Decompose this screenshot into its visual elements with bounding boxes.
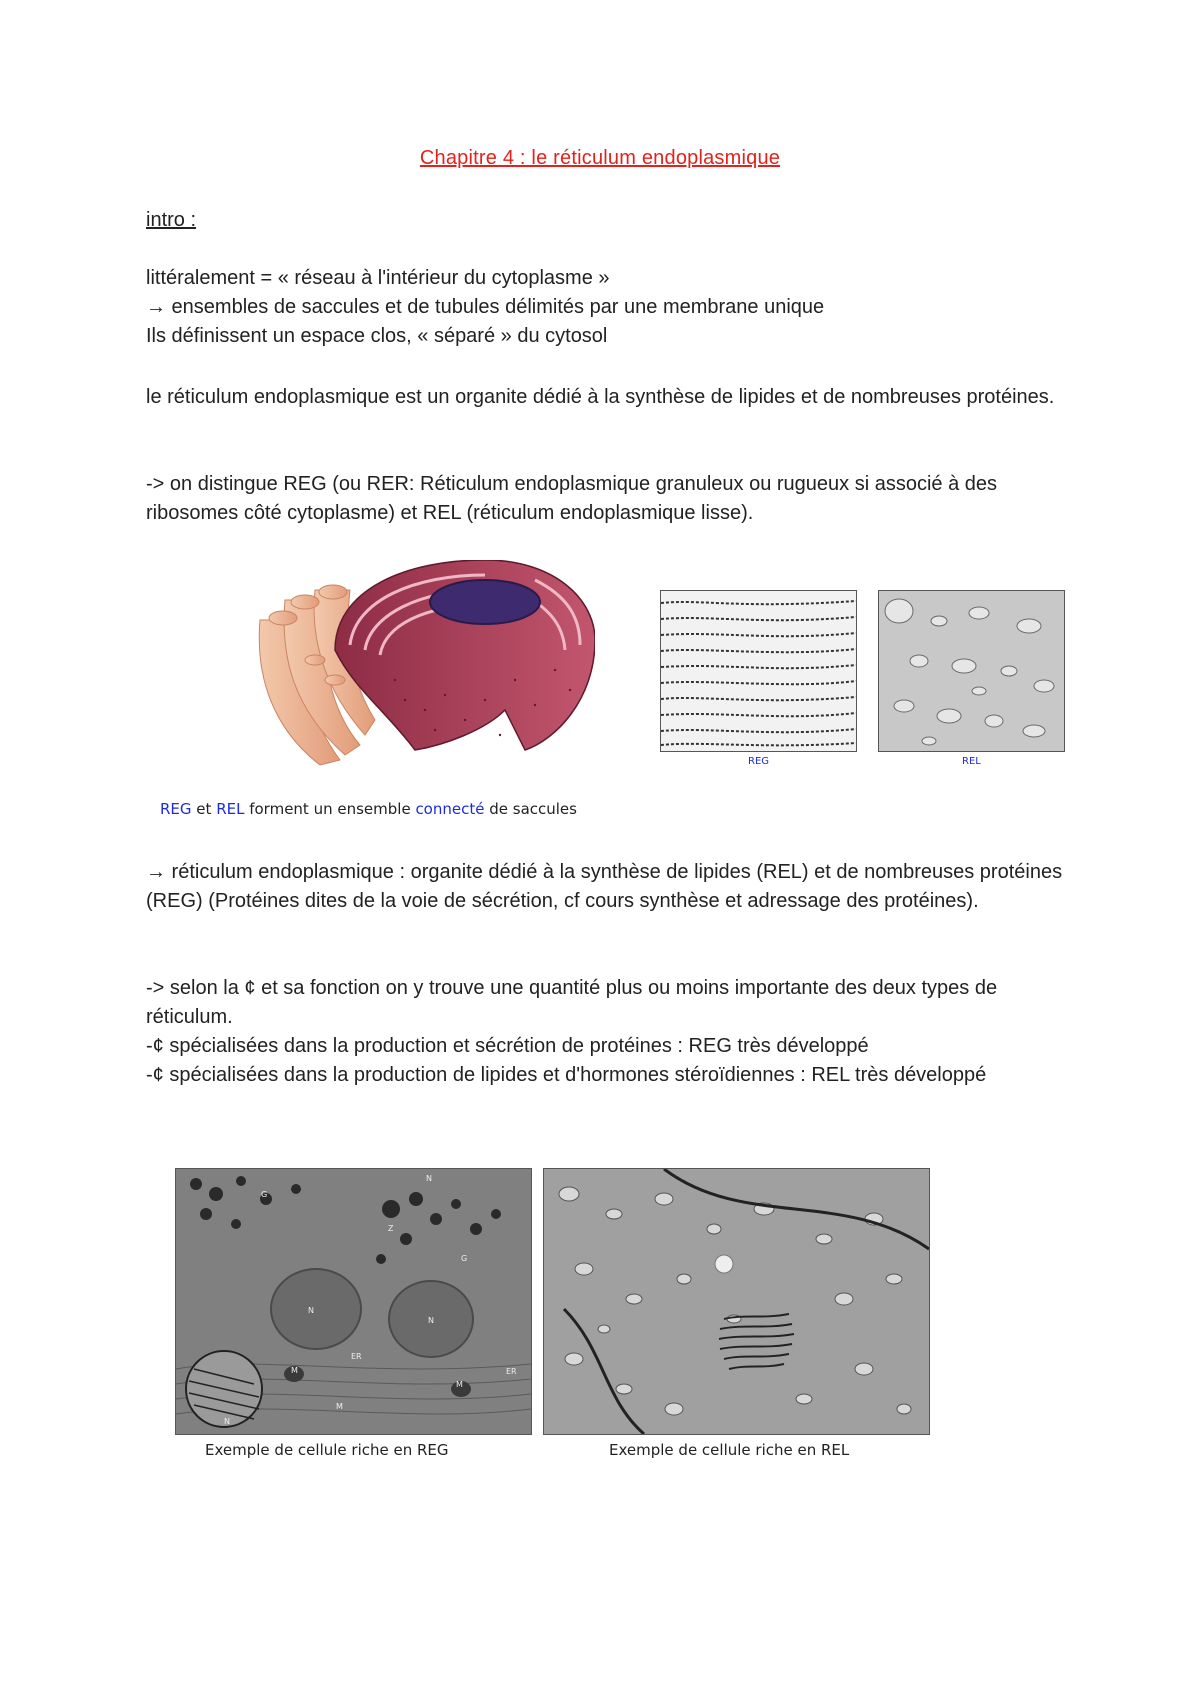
cell-types-paragraph	[146, 974, 1076, 1090]
label-g-1: G	[261, 1190, 268, 1199]
caption-middle: forment un ensemble	[244, 800, 416, 818]
label-n-right: N	[428, 1316, 434, 1325]
label-m-1: M	[291, 1366, 298, 1375]
definition-line-2: → ensembles de saccules et de tubules délimités par une membrane unique	[146, 296, 825, 318]
reg-rich-cell-micrograph	[175, 1168, 532, 1435]
reg-micrograph-label: REG	[748, 756, 770, 767]
definition-line-3: Ils définissent un espace clos, « séparé » du cytosol	[146, 325, 608, 347]
label-m-3: M	[336, 1402, 343, 1411]
label-g-2: G	[461, 1254, 468, 1263]
cell-types-line-1: -> selon la ¢ et sa fonction on y trouve une quantité plus ou moins importante des deux types de réticulum.	[146, 977, 998, 1028]
label-n-top: N	[426, 1174, 432, 1183]
label-n-left: N	[308, 1306, 314, 1315]
cell-types-line-3: -¢ spécialisées dans la production de lipides et d'hormones stéroïdiennes : REL très développé	[146, 1064, 987, 1086]
organite-paragraph: le réticulum endoplasmique est un organite dédié à la synthèse de lipides et de nombreuses protéines.	[146, 386, 1055, 408]
rel-micrograph-label: REL	[962, 756, 981, 767]
reg-micrograph	[660, 590, 857, 752]
label-n-inset: N	[224, 1417, 230, 1426]
caption-connecte: connecté	[415, 800, 485, 818]
chapter-title: Chapitre 4 : le réticulum endoplasmique	[419, 147, 781, 169]
cell-types-line-2: -¢ spécialisées dans la production et sécrétion de protéines : REG très développé	[146, 1035, 869, 1057]
rel-rich-caption: Exemple de cellule riche en REL	[609, 1441, 850, 1459]
er-3d-illustration	[255, 560, 595, 770]
label-m-2: M	[456, 1380, 463, 1389]
reg-rich-caption: Exemple de cellule riche en REG	[205, 1441, 449, 1459]
rel-rich-cell-micrograph	[543, 1168, 930, 1435]
label-er-2: ER	[506, 1367, 517, 1376]
label-er-1: ER	[351, 1352, 362, 1361]
caption-reg: REG	[160, 800, 192, 818]
rel-micrograph	[878, 590, 1065, 752]
label-z: Z	[388, 1224, 394, 1233]
caption-et: et	[191, 800, 217, 818]
distinction-paragraph: -> on distingue REG (ou RER: Réticulum endoplasmique granuleux ou rugueux si associé à des ribosomes côté cytoplasme) et REL (réticulum endoplasmique lisse).	[146, 473, 998, 524]
definition-paragraph	[146, 264, 1076, 351]
caption-rel: REL	[216, 800, 245, 818]
caption-end: de saccules	[484, 800, 577, 818]
definition-line-1: littéralement = « réseau à l'intérieur du cytoplasme »	[146, 267, 610, 289]
intro-label: intro :	[146, 209, 197, 231]
figure1-caption	[160, 800, 577, 818]
function-paragraph: → réticulum endoplasmique : organite dédié à la synthèse de lipides (REL) et de nombreuses protéines (REG) (Protéines dites de la voie de sécrétion, cf cours synthèse et adressage des protéines).	[146, 861, 1063, 912]
